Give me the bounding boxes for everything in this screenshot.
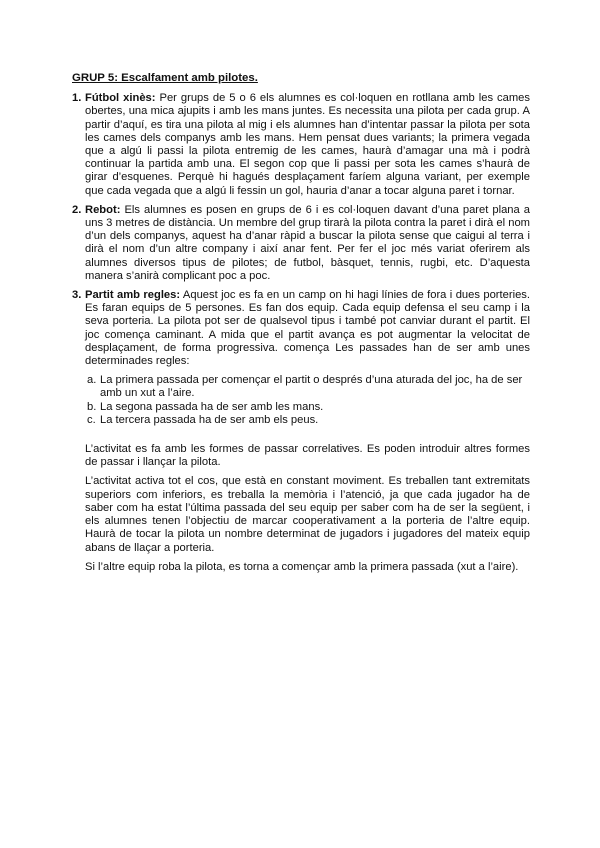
item-term: Fútbol xinès: (85, 92, 156, 105)
item-number: 1. (72, 92, 82, 105)
section-title: GRUP 5: Escalfament amb pilotes. (72, 72, 258, 84)
list-item-rebot (72, 204, 530, 283)
body-paragraph: Si l’altre equip roba la pilota, es torna a començar amb la primera passada (xut a l’aire). (85, 560, 519, 573)
list-item-partit-amb-regles (72, 289, 530, 427)
list-item-futbol-xines (72, 92, 530, 198)
sublist-letter: c. (87, 413, 96, 426)
body-paragraph: L’activitat activa tot el cos, que està en constant moviment. Es treballen tant extremitats superiors com inferiors, es treballa la memòria i l’atenció, ja que cada jugador ha de saber com ha estat l’última passada del seu equip per saber com ha de ser la següent, i els alumnes tenen l’objectiu de marcar cooperativament a la porteria de l’altre equip. Haurà de tocar la pilota un nombre determinat de jugadors i jugadores del mateix equip abans de llaçar a porteria. (85, 475, 530, 554)
body-paragraph: L’activitat es fa amb les formes de passar correlatives. Es poden introduir altres formes de passar i llançar la pilota. (85, 443, 530, 469)
item-number: 2. (72, 203, 82, 216)
sublist-text: La primera passada per començar el partit o després d’una aturada del joc, ha de ser amb un xut a l’aire. (100, 374, 523, 400)
item-term: Rebot: (85, 203, 121, 216)
rules-sublist (85, 374, 530, 427)
sublist-text: La segona passada ha de ser amb les mans. (100, 400, 324, 413)
activity-list (72, 92, 530, 427)
sublist-item (85, 414, 530, 427)
item-term: Partit amb regles: (85, 289, 181, 302)
sublist-text: La tercera passada ha de ser amb els peus. (100, 413, 319, 426)
item-text: Els alumnes es posen en grups de 6 i es col·loquen davant d’una paret plana a uns 3 metres de distància. Un membre del grup tirarà la pilota contra la paret i dirà el nom d’un dels companys, aquest ha d’anar ràpid a buscar la pilota sense que caigui al terra i dirà el nom d’un altre company i així anar fent. Per fer el joc més variat oferirem als alumnes diversos tipus de pilotes; de futbol, bàsquet, tennis, rugbi, etc. D’aquesta manera s’anirà complicant poc a poc. (85, 203, 530, 282)
sublist-item (85, 374, 530, 400)
sublist-item (85, 401, 530, 414)
sublist-letter: b. (87, 400, 97, 413)
document-page (72, 72, 530, 580)
item-text: Per grups de 5 o 6 els alumnes es col·loquen en rotllana amb les cames obertes, una mica ajupits i amb les mans juntes. Es necessita una pilota per cada grup. A partir d’aquí, es tira una pilota al mig i els alumnes han d’intentar passar la pilota per sota les cames dels companys amb les mans. Hem pensat dues variants; la primera vegada que a algú li passi la pilota entremig de les cames, haurà d’amagar una mà i podrà continuar la partida amb una. El segon cop que li passi per sota les cames s’haurà de girar d’esquenes. Perquè hi hagués desplaçament faríem alguna variant, per exemple que cada vegada que a algú li fessin un gol, hauria d’anar a tocar alguna paret i tornar. (85, 92, 530, 197)
item-text: Aquest joc es fa en un camp on hi hagi línies de fora i dues porteries. Es faran equips de 5 persones. Es fan dos equip. Cada equip defensa el seu camp i la seva porteria. La pilota pot ser de qualsevol tipus i també pot canviar durant el partit. El joc comença caminant. A mida que el partit avança es pot augmentar la velocitat de desplaçament, de forma progressiva. comença Les passades han de ser amb unes determinades regles: (85, 289, 530, 368)
item-number: 3. (72, 289, 82, 302)
sublist-letter: a. (87, 374, 97, 387)
